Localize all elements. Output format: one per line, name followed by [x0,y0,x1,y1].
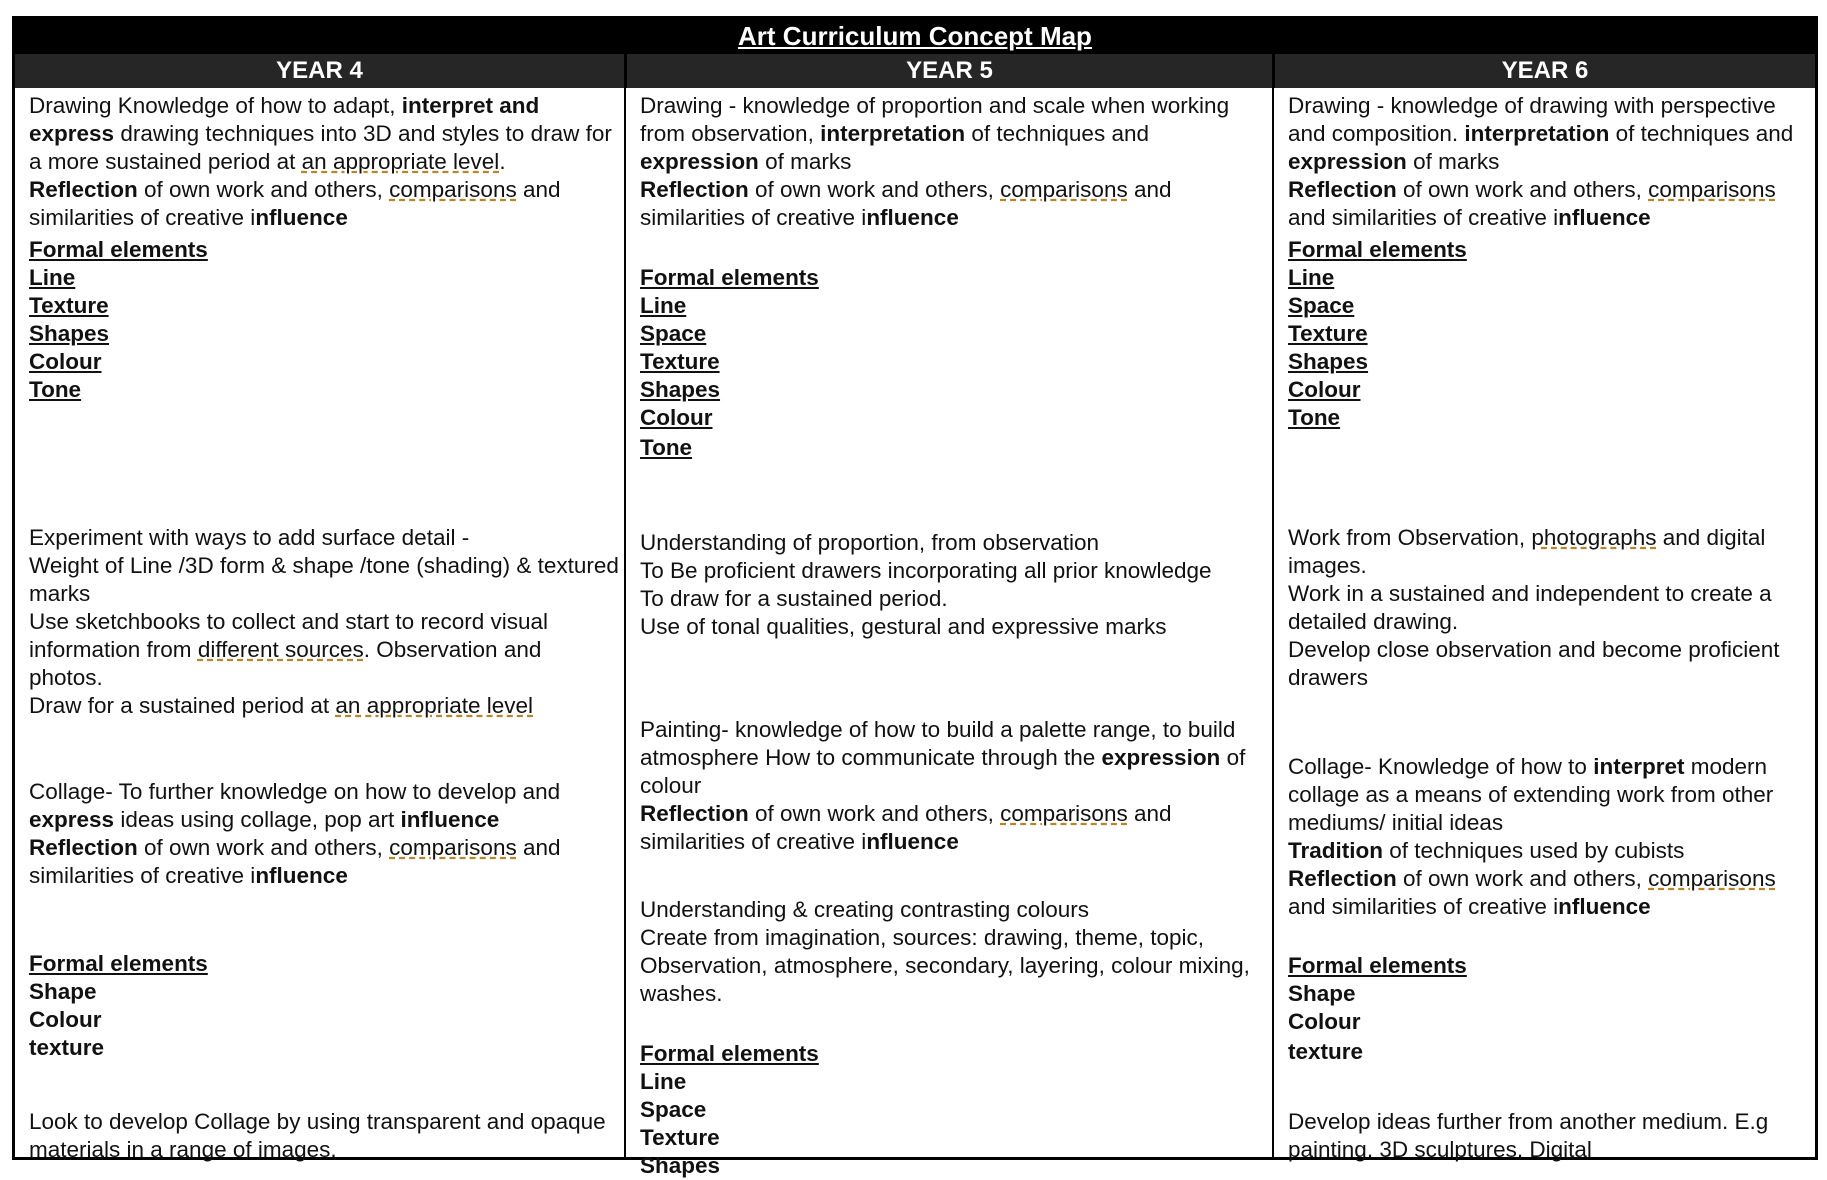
year4-collage-block: Collage- To further knowledge on how to develop and express ideas using collage, pop art influence Reflection of own work and others, comparisons and similarities of creative influence [29,779,561,888]
year6-formal-elements-1 [1288,236,1807,432]
page-title: Art Curriculum Concept Map [15,19,1815,54]
formal-elements-heading: Formal elements [1288,237,1467,262]
list-item: Shapes [640,377,721,402]
list-item: Space [640,1097,707,1122]
year6-drawing-block: Drawing - knowledge of drawing with perspective and composition. interpretation of techniques and expression of marks Reflection of own work and others, comparisons and similarities of creative influence [1288,93,1794,230]
year5-formal-elements-2 [640,1040,1264,1180]
list-item: Texture [640,1125,720,1150]
list-item: Colour [1288,377,1361,402]
year5-colours-block: Understanding & creating contrasting colours Create from imagination, sources: drawing, theme, topic, Observation, atmosphere, secondary, layering, colour mixing, washes. [640,897,1250,1006]
year6-formal-elements-2 [1288,952,1807,1066]
list-item: Colour [1288,1009,1361,1034]
list-item: texture [1288,1039,1364,1064]
year4-experiment-block: Experiment with ways to add surface detail - Weight of Line /3D form & shape /tone (shading) & textured marks Use sketchbooks to collect and start to record visual information from different sources. Observation and photos. Draw for a sustained period at an appropriate level [29,525,619,718]
year5-painting-block: Painting- knowledge of how to build a palette range, to build atmosphere How to communicate through the expression of colour Reflection of own work and others, comparisons and similarities of creative influence [640,717,1246,854]
list-item: Line [1288,265,1335,290]
list-item: Space [1288,293,1355,318]
list-item: Shape [29,979,97,1004]
formal-elements-heading: Formal elements [29,951,208,976]
header-year-6: YEAR 6 [1272,54,1815,88]
formal-elements-heading: Formal elements [29,237,208,262]
header-year-4: YEAR 4 [276,57,363,84]
year-5-column [624,88,1272,1178]
year4-develop-block: Look to develop Collage by using transparent and opaque materials in a range of images. [29,1109,606,1162]
list-item: Tone [640,435,693,460]
list-item: Space [640,321,707,346]
list-item: Shapes [1288,349,1369,374]
list-item: Shapes [640,1153,721,1178]
list-item: Tone [1288,405,1341,430]
formal-elements-heading: Formal elements [640,265,819,290]
year6-observation-block: Work from Observation, photographs and digital images. Work in a sustained and independent to create a detailed drawing. Develop close observation and become proficient drawers [1288,525,1780,690]
year4-drawing-block: Drawing Knowledge of how to adapt, interpret and express drawing techniques into 3D and styles to draw for a more sustained period at an appropriate level. Reflection of own work and others, comparisons and similarities of creative influence [29,93,612,230]
year6-develop-block: Develop ideas further from another medium. E.g painting, 3D sculptures, Digital [1288,1109,1769,1162]
year4-formal-elements-2 [29,950,616,1062]
list-item: Texture [1288,321,1368,346]
list-item: Colour [640,405,713,430]
formal-elements-heading: Formal elements [1288,953,1467,978]
concept-map-table [12,16,1818,1178]
list-item: Colour [29,349,102,374]
list-item: texture [29,1035,105,1060]
list-item: Shape [1288,981,1356,1006]
list-item: Line [640,1069,687,1094]
year5-drawing-block: Drawing - knowledge of proportion and scale when working from observation, interpretation of techniques and expression of marks Reflection of own work and others, comparisons and similarities of creative influence [640,93,1230,230]
year-6-column [1272,88,1815,1162]
year5-formal-elements-1 [640,264,1264,462]
list-item: Colour [29,1007,102,1032]
list-item: Line [29,265,76,290]
header-year-5: YEAR 5 [624,54,1272,88]
year6-collage-block: Collage- Knowledge of how to interpret modern collage as a means of extending work from other mediums/ initial ideas Tradition of techniques used by cubists Reflection of own work and others, comparisons and similarities of creative influence [1288,754,1776,919]
list-item: Texture [29,293,109,318]
list-item: Line [640,293,687,318]
year-4-column [15,88,624,1162]
body-row [15,88,1815,1178]
header-row [15,54,1815,88]
year5-understanding-block: Understanding of proportion, from observation To Be proficient drawers incorporating all prior knowledge To draw for a sustained period. Use of tonal qualities, gestural and expressive marks [640,530,1212,639]
list-item: Tone [29,377,82,402]
list-item: Texture [640,349,720,374]
list-item: Shapes [29,321,110,346]
year4-formal-elements-1 [29,236,616,404]
formal-elements-heading: Formal elements [640,1041,819,1066]
